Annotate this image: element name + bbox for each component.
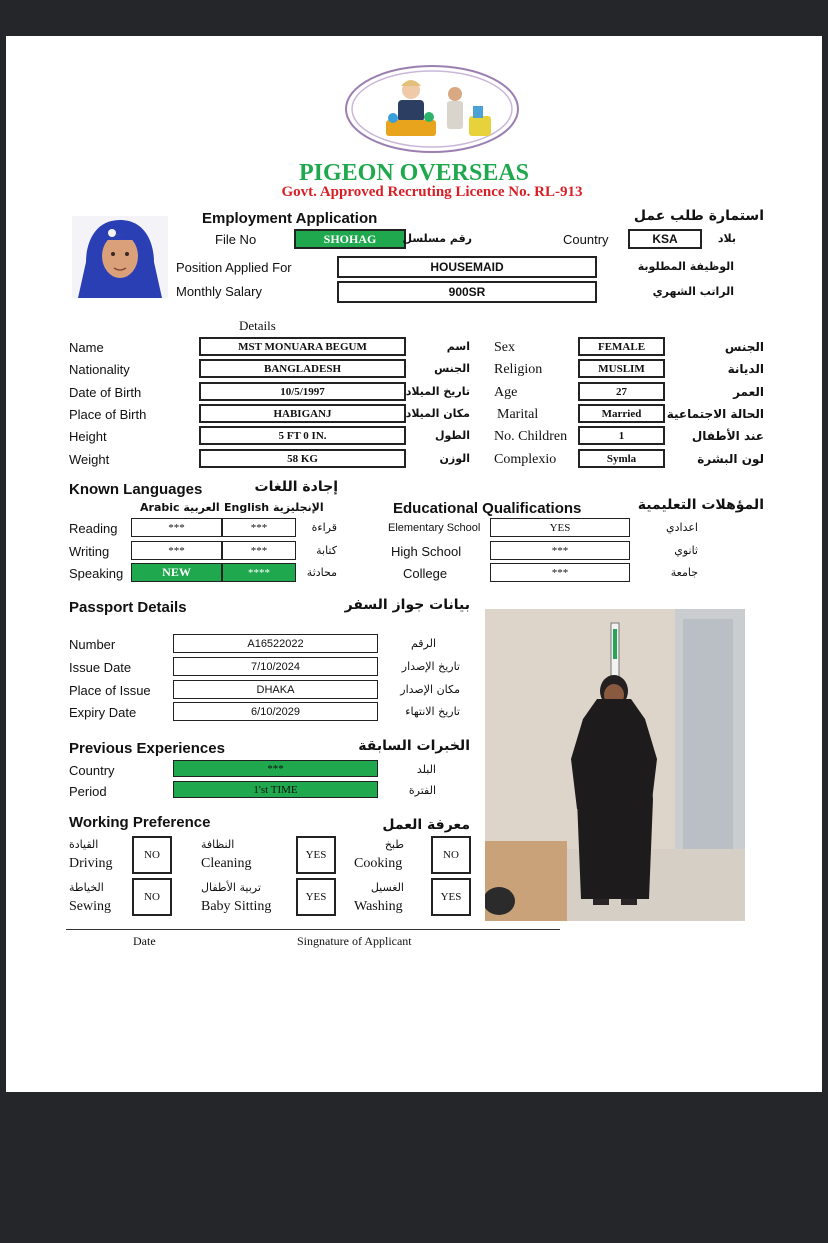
detail-value: Symla [578, 449, 665, 468]
form-title-ar: استمارة طلب عمل [633, 208, 764, 224]
languages-heading-ar: إجادة اللغات [254, 479, 338, 495]
position-label-ar: الوظيفة المطلوبة [637, 260, 734, 273]
detail-label: Height [69, 429, 107, 444]
preference-value: NO [132, 836, 172, 874]
preference-heading: Working Preference [69, 814, 211, 831]
passport-value: A16522022 [173, 634, 378, 653]
preference-label: Cooking [354, 856, 403, 871]
passport-row-label-ar: تاريخ الانتهاء [405, 705, 460, 718]
detail-value: 27 [578, 382, 665, 401]
detail-value: 10/5/1997 [199, 382, 406, 401]
passport-row-label: Expiry Date [69, 705, 137, 720]
file-no-label: File No [215, 232, 257, 247]
language-row-label-ar: كتابة [316, 544, 337, 557]
preference-value: YES [296, 836, 336, 874]
experience-value: *** [173, 760, 378, 777]
experience-row-label-ar: الفترة [408, 784, 436, 797]
applicant-full-photo [485, 609, 745, 921]
detail-label: No. Children [494, 429, 568, 444]
detail-value: 1 [578, 426, 665, 445]
detail-value: BANGLADESH [199, 359, 406, 378]
position-value: HOUSEMAID [337, 256, 597, 278]
detail-label-ar: لون البشرة [697, 452, 764, 466]
preference-label: Driving [69, 856, 113, 871]
date-label: Date [133, 934, 156, 948]
detail-label-ar: اسم [446, 340, 470, 353]
salary-label: Monthly Salary [176, 284, 262, 299]
language-english-value: *** [222, 518, 296, 537]
education-row-label: High School [391, 544, 462, 559]
education-value: YES [490, 518, 630, 537]
detail-label: Nationality [69, 362, 130, 377]
detail-label-ar: الوزن [439, 452, 470, 465]
preference-label-ar: الغسيل [370, 881, 404, 894]
detail-label-ar: تاريخ الميلاد [405, 385, 470, 398]
passport-row-label: Place of Issue [69, 683, 151, 698]
preference-label-ar: طبخ [384, 838, 404, 851]
detail-label: Marital [497, 407, 539, 422]
detail-value: 5 FT 0 IN. [199, 426, 406, 445]
detail-label: Religion [494, 362, 543, 377]
experience-heading: Previous Experiences [69, 740, 225, 757]
education-row-label-ar: اعدادي [666, 521, 698, 534]
education-row-label-ar: ثانوي [674, 544, 698, 557]
detail-label: Date of Birth [69, 385, 142, 400]
preference-label-ar: النظافة [201, 838, 235, 851]
education-row-label-ar: جامعة [670, 566, 698, 579]
education-row-label: College [403, 566, 448, 581]
language-row-label-ar: محادثة [306, 566, 337, 579]
company-name: PIGEON OVERSEAS [298, 160, 530, 186]
passport-value: 7/10/2024 [173, 657, 378, 676]
applicant-portrait [72, 216, 168, 298]
detail-value: 58 KG [199, 449, 406, 468]
licence-line: Govt. Approved Recruting Licence No. RL-913 [281, 184, 583, 200]
salary-label-ar: الراتب الشهري [652, 285, 734, 298]
preference-value: NO [431, 836, 471, 874]
language-english-value: **** [222, 563, 296, 582]
detail-label: Sex [494, 340, 515, 355]
position-label: Position Applied For [176, 260, 292, 275]
education-heading-ar: المؤهلات التعليمية [637, 497, 764, 513]
language-arabic-value: *** [131, 518, 222, 537]
detail-value: HABIGANJ [199, 404, 406, 423]
preference-label: Baby Sitting [201, 899, 272, 914]
detail-label-ar: الجنس [434, 362, 470, 375]
passport-row-label-ar: مكان الإصدار [400, 683, 460, 696]
language-col-english: English الإنجليزية [224, 501, 324, 514]
education-row-label: Elementary School [388, 522, 481, 534]
language-english-value: *** [222, 541, 296, 560]
country-value: KSA [628, 229, 702, 249]
detail-label-ar: عند الأطفال [691, 429, 764, 443]
experience-row-label: Country [69, 763, 115, 778]
passport-row-label-ar: تاريخ الإصدار [401, 660, 460, 673]
preference-label-ar: تربية الأطفال [201, 881, 261, 894]
experience-heading-ar: الخبرات السابقة [358, 738, 470, 754]
detail-label-ar: الطول [434, 429, 470, 442]
preference-label-ar: القيادة [69, 838, 99, 851]
detail-label-ar: الحالة الاجتماعية [666, 407, 764, 421]
form-title: Employment Application [202, 210, 378, 227]
passport-row-label: Issue Date [69, 660, 132, 675]
application-page [6, 36, 822, 1092]
preference-label: Cleaning [201, 856, 252, 871]
preference-value: YES [296, 878, 336, 916]
detail-value: MST MONUARA BEGUM [199, 337, 406, 356]
language-arabic-value: *** [131, 541, 222, 560]
detail-label: Age [494, 385, 518, 400]
education-value: *** [490, 563, 630, 582]
passport-value: DHAKA [173, 680, 378, 699]
detail-label: Complexio [494, 452, 557, 467]
experience-value: 1'st TIME [173, 781, 378, 798]
signature-label: Singnature of Applicant [297, 934, 412, 948]
detail-label: Weight [69, 452, 110, 467]
detail-label: Name [69, 340, 104, 355]
preference-value: YES [431, 878, 471, 916]
passport-heading-ar: بيانات جواز السفر [344, 597, 470, 613]
detail-label-ar: الديانة [727, 362, 764, 376]
salary-value: 900SR [337, 281, 597, 303]
company-logo [343, 64, 521, 154]
detail-value: MUSLIM [578, 359, 665, 378]
file-no-value: SHOHAG [294, 229, 406, 249]
detail-value: Married [578, 404, 665, 423]
education-heading: Educational Qualifications [393, 500, 582, 517]
file-no-label-ar: رقم مسلسل [402, 232, 472, 245]
language-row-label: Reading [69, 521, 118, 536]
passport-row-label: Number [69, 637, 116, 652]
language-row-label-ar: قراءة [311, 521, 337, 534]
education-value: *** [490, 541, 630, 560]
language-row-label: Writing [69, 544, 110, 559]
preference-value: NO [132, 878, 172, 916]
signature-line [66, 929, 560, 930]
language-arabic-value: NEW [131, 563, 222, 582]
passport-value: 6/10/2029 [173, 702, 378, 721]
detail-value: FEMALE [578, 337, 665, 356]
preference-label: Washing [354, 899, 403, 914]
passport-row-label-ar: الرقم [410, 637, 436, 650]
language-row-label: Speaking [69, 566, 124, 581]
preference-label-ar: الخياطة [69, 881, 104, 894]
detail-label-ar: العمر [733, 385, 764, 399]
country-label: Country [563, 232, 609, 247]
preference-label: Sewing [69, 899, 111, 914]
preference-heading-ar: معرفة العمل [382, 817, 470, 833]
passport-heading: Passport Details [69, 599, 187, 616]
language-col-arabic: Arabic العربية [140, 501, 220, 514]
country-label-ar: بلاد [717, 232, 736, 245]
details-heading: Details [239, 318, 276, 333]
detail-label: Place of Birth [69, 407, 147, 422]
experience-row-label-ar: البلد [416, 763, 436, 776]
detail-label-ar: مكان الميلاد [405, 407, 470, 420]
languages-heading: Known Languages [69, 481, 203, 498]
experience-row-label: Period [69, 784, 107, 799]
detail-label-ar: الجنس [724, 340, 764, 354]
